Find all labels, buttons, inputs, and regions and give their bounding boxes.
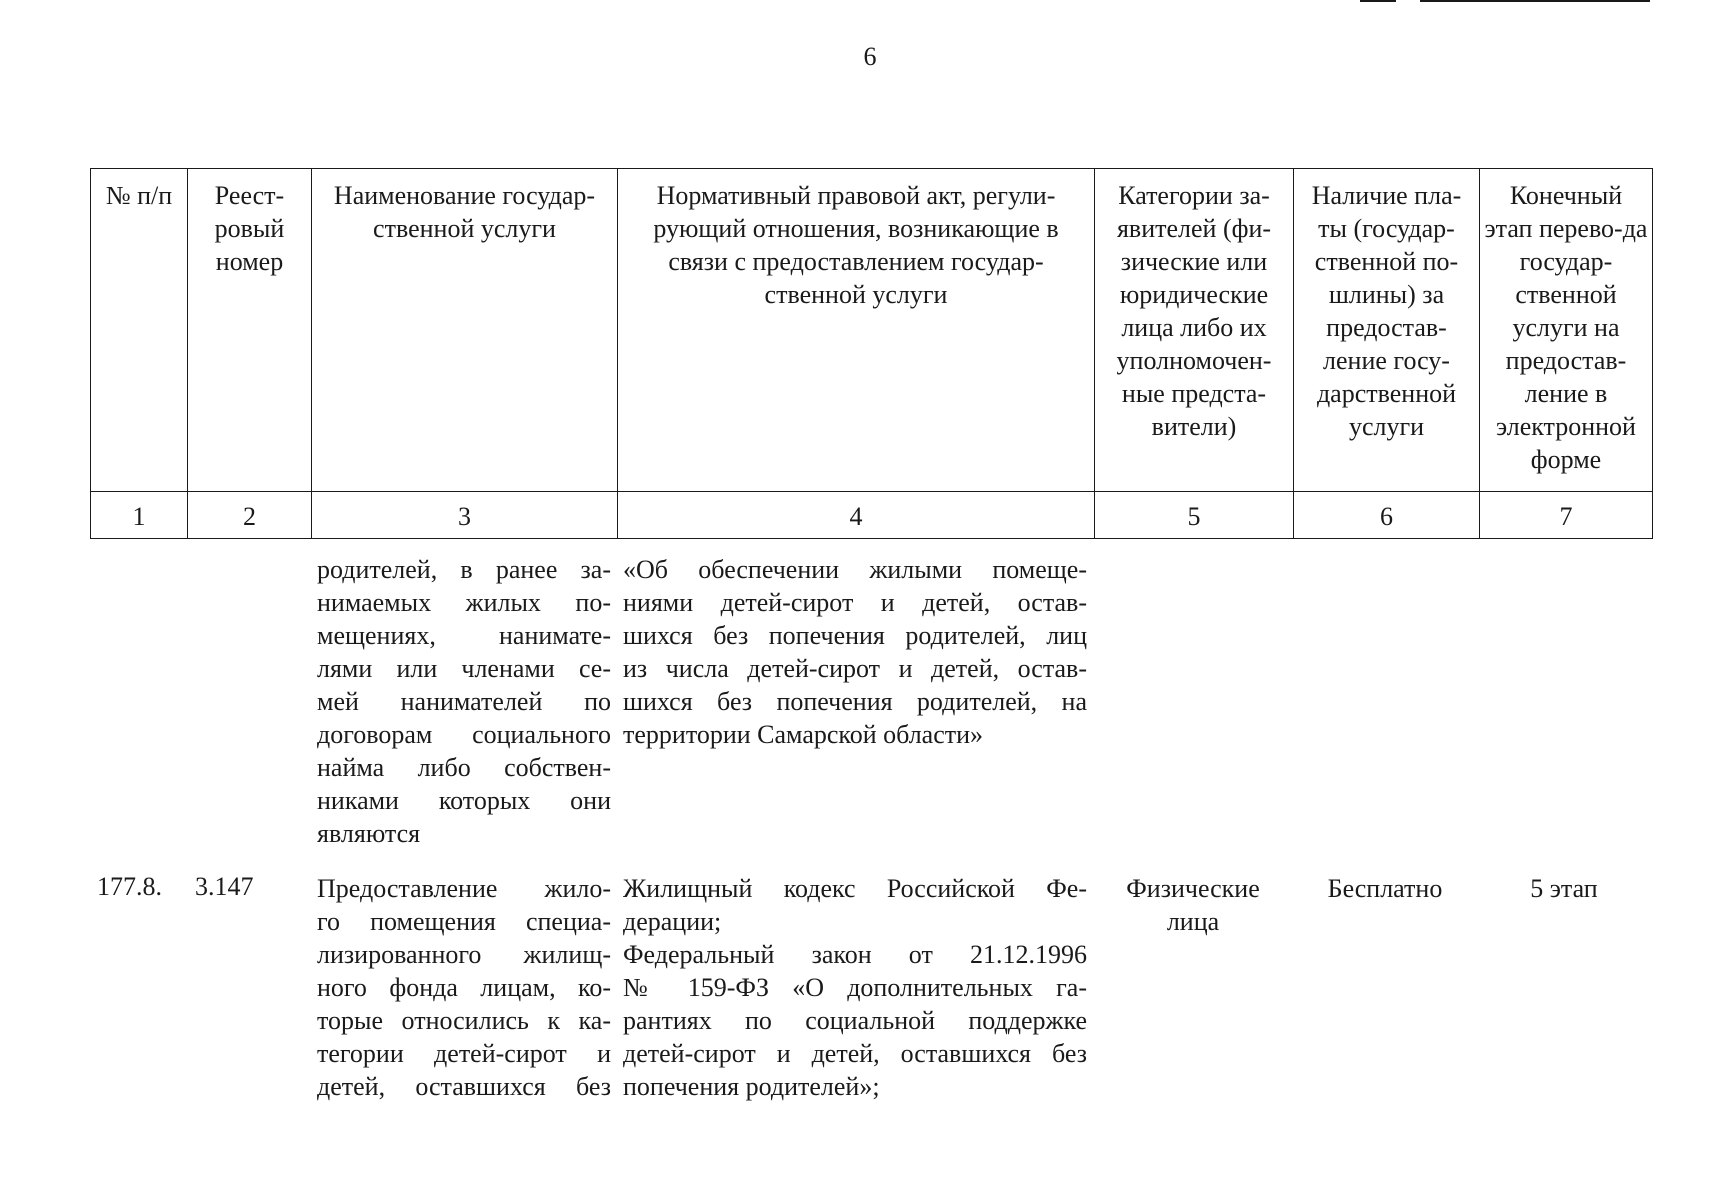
row-number: 177.8. <box>97 872 162 901</box>
header-registry-number: Реест-ровый номер <box>188 169 312 492</box>
header-applicant-categories: Категории за-явителей (фи-зические или юридические лица либо их уполномочен-ные предста-вители) <box>1095 169 1294 492</box>
header-table <box>90 168 1653 539</box>
text-line: являются <box>317 819 421 848</box>
header-legal-act: Нормативный правовой акт, регули-рующий отношения, возникающие в связи с предоставлением государ-ственной услуги <box>618 169 1095 492</box>
text-line: шихся без попечения родителей, на <box>623 687 1087 716</box>
column-number-3: 3 <box>312 492 618 539</box>
column-number-5: 5 <box>1095 492 1294 539</box>
row-final-stage: 5 этап <box>1530 874 1598 903</box>
column-number-7: 7 <box>1480 492 1653 539</box>
top-rule <box>1420 0 1650 2</box>
column-number-2: 2 <box>188 492 312 539</box>
text-line: торые относились к ка- <box>317 1006 611 1035</box>
text-line: лизированного жилищ- <box>317 940 611 969</box>
row-registry-number: 3.147 <box>195 872 254 901</box>
text-line: № 159-ФЗ «О дополнительных га- <box>623 973 1087 1002</box>
top-rule-short <box>1360 0 1396 2</box>
text-line: из числа детей-сирот и детей, остав- <box>623 654 1087 683</box>
text-line: дерации; <box>623 907 722 936</box>
text-line: попечения родителей»; <box>623 1072 880 1101</box>
continuation-legal-act <box>623 553 1087 751</box>
text-line: ниями детей-сирот и детей, остав- <box>623 588 1087 617</box>
text-line: го помещения специа- <box>317 907 611 936</box>
text-line: Федеральный закон от 21.12.1996 <box>623 940 1087 969</box>
text-line: рантиях по социальной поддержке <box>623 1006 1087 1035</box>
text-line: лями или членами се- <box>317 654 611 683</box>
row-legal-act <box>623 872 1087 1103</box>
row-applicants: Физические лица <box>1126 874 1260 936</box>
text-line: тегории детей-сирот и <box>317 1039 611 1068</box>
header-number: № п/п <box>91 169 188 492</box>
text-line: найма либо собствен- <box>317 753 611 782</box>
text-line: детей-сирот и детей, оставшихся без <box>623 1039 1087 1068</box>
text-line: никами которых они <box>317 786 611 815</box>
column-number-1: 1 <box>91 492 188 539</box>
header-fee: Наличие пла-ты (государ-ственной по-шлины) за предостав-ление госу-дарственной услуги <box>1294 169 1480 492</box>
text-line: территории Самарской области» <box>623 720 984 749</box>
text-line: «Об обеспечении жилыми помеще- <box>623 555 1087 584</box>
text-line: детей, оставшихся без <box>317 1072 611 1101</box>
continuation-service-name <box>317 553 611 850</box>
text-line: Предоставление жило- <box>317 874 611 903</box>
text-line: Жилищный кодекс Российской Фе- <box>623 874 1087 903</box>
text-line: родителей, в ранее за- <box>317 555 611 584</box>
row-service-name <box>317 872 611 1103</box>
text-line: договорам социального <box>317 720 611 749</box>
text-line: нимаемых жилых по- <box>317 588 611 617</box>
row-fee: Бесплатно <box>1327 874 1443 903</box>
text-line: ного фонда лицам, ко- <box>317 973 611 1002</box>
column-number-6: 6 <box>1294 492 1480 539</box>
text-line: мей нанимателей по <box>317 687 611 716</box>
page-number: 6 <box>863 42 877 71</box>
header-final-stage: Конечный этап перево-да государ-ственной услуги на предостав-ление в электронной форме <box>1480 169 1653 492</box>
header-service-name: Наименование государ-ственной услуги <box>312 169 618 492</box>
column-number-4: 4 <box>618 492 1095 539</box>
text-line: мещениях, нанимате- <box>317 621 611 650</box>
text-line: шихся без попечения родителей, лиц <box>623 621 1087 650</box>
